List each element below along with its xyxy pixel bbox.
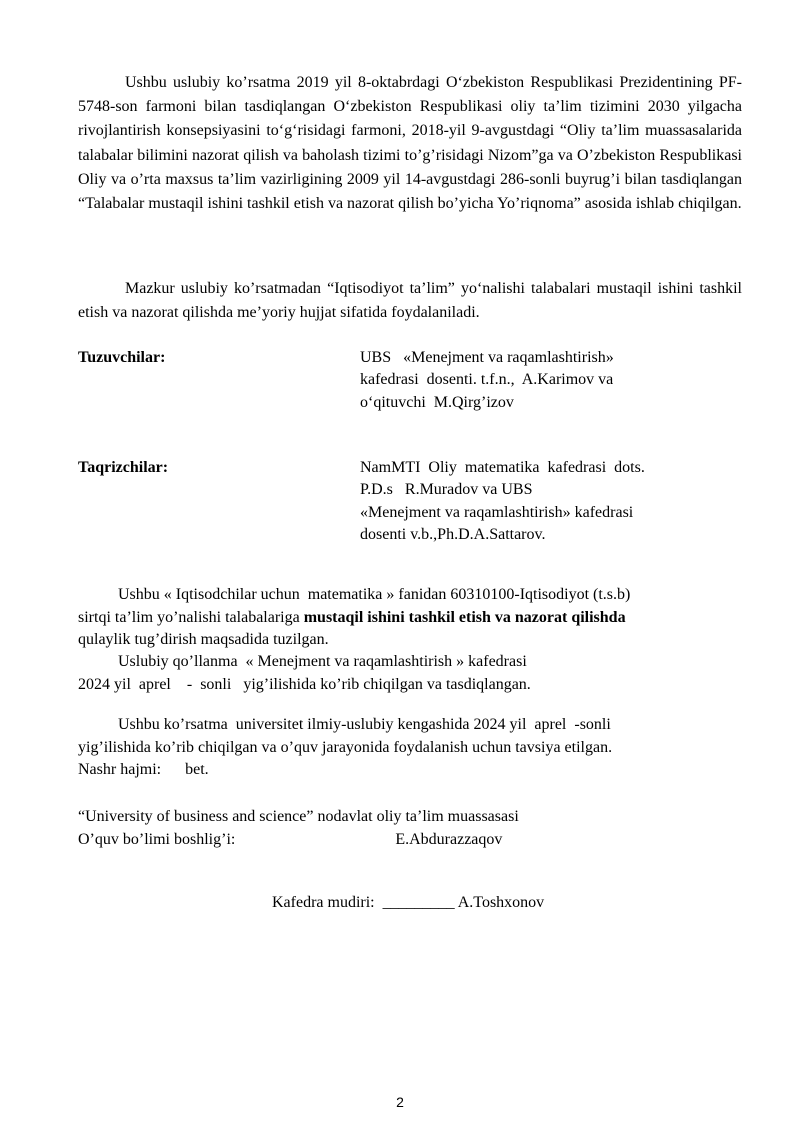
institution-block — [78, 806, 758, 851]
reviewers-line: P.D.s R.Muradov va UBS — [360, 481, 533, 499]
reviewers-list — [360, 457, 710, 547]
reviewers-line: «Menejment va raqamlashtirish» kafedrasi — [360, 503, 634, 521]
recommendation-line-1: Ushbu ko’rsatma universitet ilmiy-uslubiy kengashida 2024 yil aprel -sonli — [78, 716, 611, 733]
approval-line-2: 2024 yil aprel - sonli yig’ilishida ko’rib chiqilgan va tasdiqlangan. — [78, 675, 531, 693]
recommendation-line-2: yig’ilishida ko’rib chiqilgan va o’quv jarayonida foydalanish uchun tavsiya etilgan. — [78, 738, 613, 756]
reviewers-line: NamMTI Oliy matematika kafedrasi dots. — [360, 459, 645, 476]
page-number: 2 — [396, 1094, 404, 1110]
purpose-line-3: qulaylik tug’dirish maqsadida tuzilgan. — [78, 631, 329, 648]
purpose-line-1: Ushbu « Iqtisodchilar uchun matematika » fanidan 60310100-Iqtisodiyot (t.s.b) — [78, 586, 631, 603]
intro-paragraph-2: Mazkur uslubiy ko’rsatmadan “Iqtisodiyot ta’lim” yo‘nalishi talabalari mustaqil ishini tashkil etish va nazorat qilishda me’yoriy hujjat sifatida foydalaniladi. — [78, 280, 742, 322]
recommendation-line-3: Nashr hajmi: bet. — [78, 761, 209, 778]
purpose-line-2-start: sirtqi ta’lim yo’nalishi talabalariga — [78, 608, 304, 626]
recommendation-block — [78, 714, 758, 782]
compilers-line: kafedrasi dosenti. t.f.n., A.Karimov va — [360, 371, 614, 389]
compilers-list — [360, 347, 710, 414]
reviewers-line: dosenti v.b.,Ph.D.A.Sattarov. — [360, 526, 546, 544]
institution-line-2: O’quv bo’limi boshlig’i: E.Abdurazzaqov — [78, 830, 503, 848]
purpose-line-2-bold: mustaqil ishini tashkil etish va nazorat qilishda — [303, 608, 626, 626]
compilers-line: o‘qituvchi M.Qirg’izov — [360, 393, 514, 411]
approval-block — [78, 651, 758, 696]
approval-line-1: Uslubiy qo’llanma « Menejment va raqamlashtirish » kafedrasi — [78, 653, 527, 670]
purpose-block — [78, 584, 758, 652]
compilers-label: Tuzuvchilar: — [78, 349, 166, 366]
reviewers-label: Taqrizchilar: — [78, 459, 169, 476]
institution-line-1: “University of business and science” nodavlat oliy ta’lim muassasasi — [78, 808, 519, 825]
compilers-line: UBS «Menejment va raqamlashtirish» — [360, 349, 614, 366]
intro-paragraph-1: Ushbu uslubiy ko’rsatma 2019 yil 8-oktabrdagi O‘zbekiston Respublikasi Prezidentining PF-5748-son farmoni bilan tasdiqlangan O‘zbekiston Respublikasi oliy ta’lim tizimini 2030 yilgacha rivojlantirish konsepsiyasini to‘g‘risidagi farmoni, 2018-yil 9-avgustdagi “Oliy ta’lim muassasalarida talabalar bilimini nazorat qilish va baholash tizimi to’g’risidagi Nizom”ga va O’zbekiston Respublikasi Oliy va o’rta maxsus ta’lim vazirligining 2009 yil 14-avgustdagi 286-sonli buyrug’i bilan tasdiqlangan “Talabalar mustaqil ishini tashkil etish va nazorat qilish bo’yicha Yo’riqnoma” asosida ishlab chiqilgan. — [78, 74, 742, 213]
purpose-line-2 — [78, 607, 758, 630]
head-signature-line: Kafedra mudiri: _________ A.Toshxonov — [272, 894, 545, 911]
